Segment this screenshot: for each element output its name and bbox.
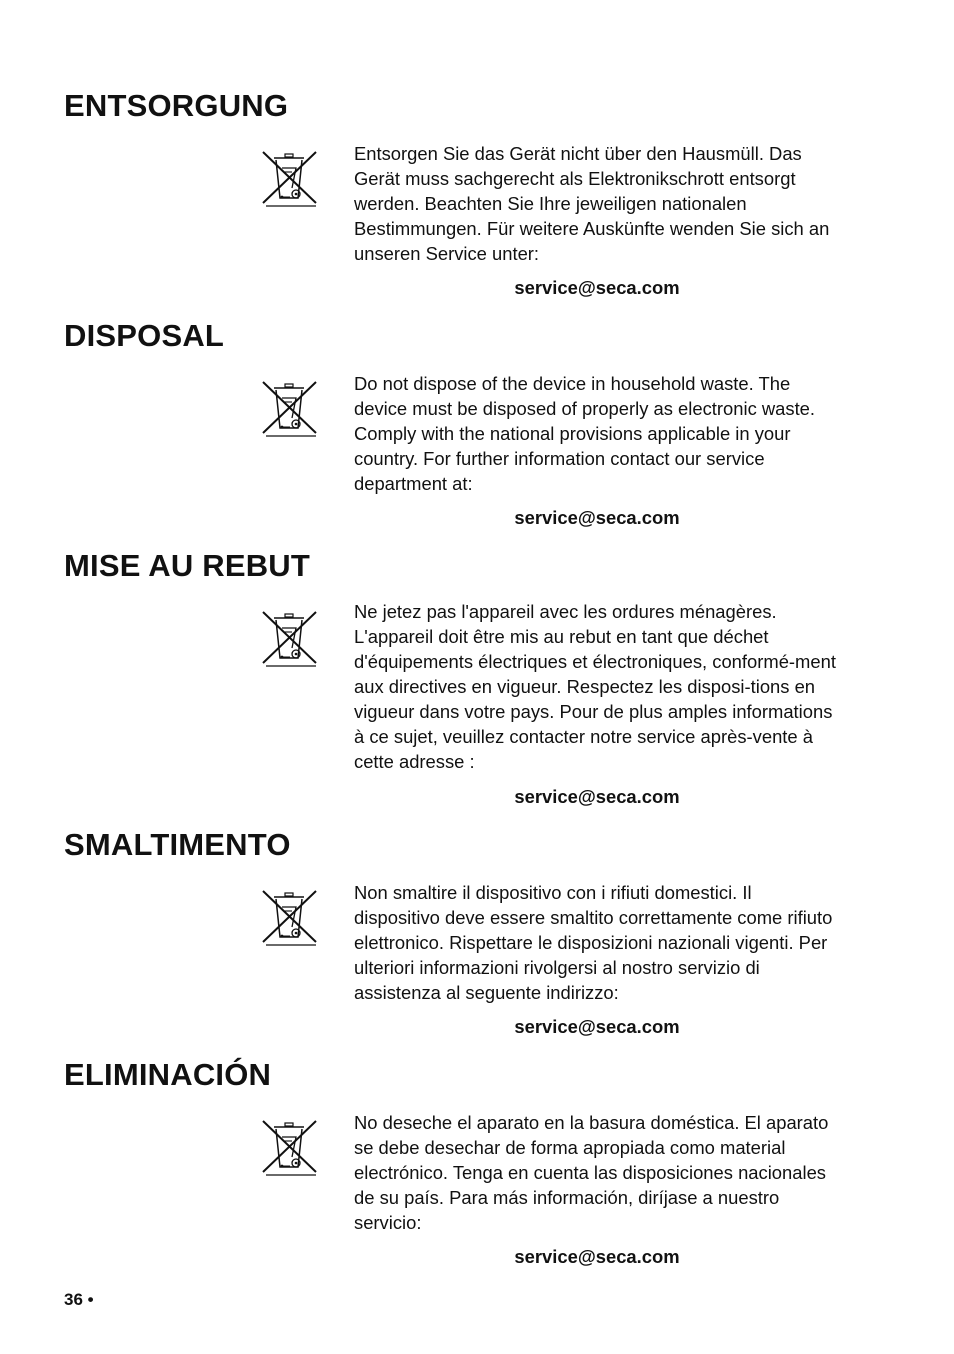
section-heading: SMALTIMENTO bbox=[64, 827, 291, 862]
crossed-out-wheelie-bin-icon bbox=[258, 378, 320, 440]
service-email-link[interactable] bbox=[354, 1244, 840, 1269]
service-email-text: service@seca.com bbox=[514, 1016, 680, 1037]
service-email-link[interactable] bbox=[354, 505, 840, 530]
service-email-text: service@seca.com bbox=[514, 786, 680, 807]
service-email-link[interactable] bbox=[354, 1014, 840, 1039]
section-body-text: Do not dispose of the device in household waste. The device must be disposed of properly as electronic waste. Comply with the national provisions applicable in your country. For further information contact our service department at: bbox=[354, 373, 816, 494]
crossed-out-wheelie-bin-icon bbox=[258, 887, 320, 949]
service-email-link[interactable] bbox=[354, 784, 840, 809]
section-body-text: Entsorgen Sie das Gerät nicht über den Hausmüll. Das Gerät muss sachgerecht als Elektronikschrott entsorgt werden. Beachten Sie Ihre jeweiligen nationalen Bestimmungen. Für weitere Auskünfte wenden Sie sich an unseren Service unter: bbox=[354, 143, 830, 264]
section-heading: MISE AU REBUT bbox=[64, 548, 311, 583]
section-body-text: Non smaltire il dispositivo con i rifiuti domestici. Il dispositivo deve essere smaltito correttamente come rifiuto elettronico. Rispettare le disposizioni nazionali vigenti. Per ulteriori informazioni rivolgersi al nostro servizio di assistenza al seguente indirizzo: bbox=[354, 882, 833, 1003]
section-heading: DISPOSAL bbox=[64, 318, 225, 353]
crossed-out-wheelie-bin-icon bbox=[258, 148, 320, 210]
service-email-link[interactable] bbox=[354, 275, 840, 300]
crossed-out-wheelie-bin-icon bbox=[258, 608, 320, 670]
page-number: 36 • bbox=[64, 1290, 94, 1309]
service-email-text: service@seca.com bbox=[514, 507, 680, 528]
service-email-text: service@seca.com bbox=[514, 277, 680, 298]
crossed-out-wheelie-bin-icon bbox=[258, 1117, 320, 1179]
section-heading: ELIMINACIÓN bbox=[64, 1057, 272, 1092]
section-heading: ENTSORGUNG bbox=[64, 88, 289, 123]
section-body-text: No deseche el aparato en la basura doméstica. El aparato se debe desechar de forma apropiada como material electrónico. Tenga en cuenta las disposiciones nacionales de su país. Para más información, diríjase a nuestro servicio: bbox=[354, 1112, 829, 1233]
section-body-text: Ne jetez pas l'appareil avec les ordures ménagères. L'appareil doit être mis au rebut en tant que déchet d'équipements électriques et électroniques, conformé-ment aux directives en vigueur. Respectez les disposi-tions en vigueur dans votre pays. Pour de plus amples informations à ce sujet, veuillez contacter notre service après-vente à cette adresse : bbox=[354, 601, 836, 772]
service-email-text: service@seca.com bbox=[514, 1246, 680, 1267]
